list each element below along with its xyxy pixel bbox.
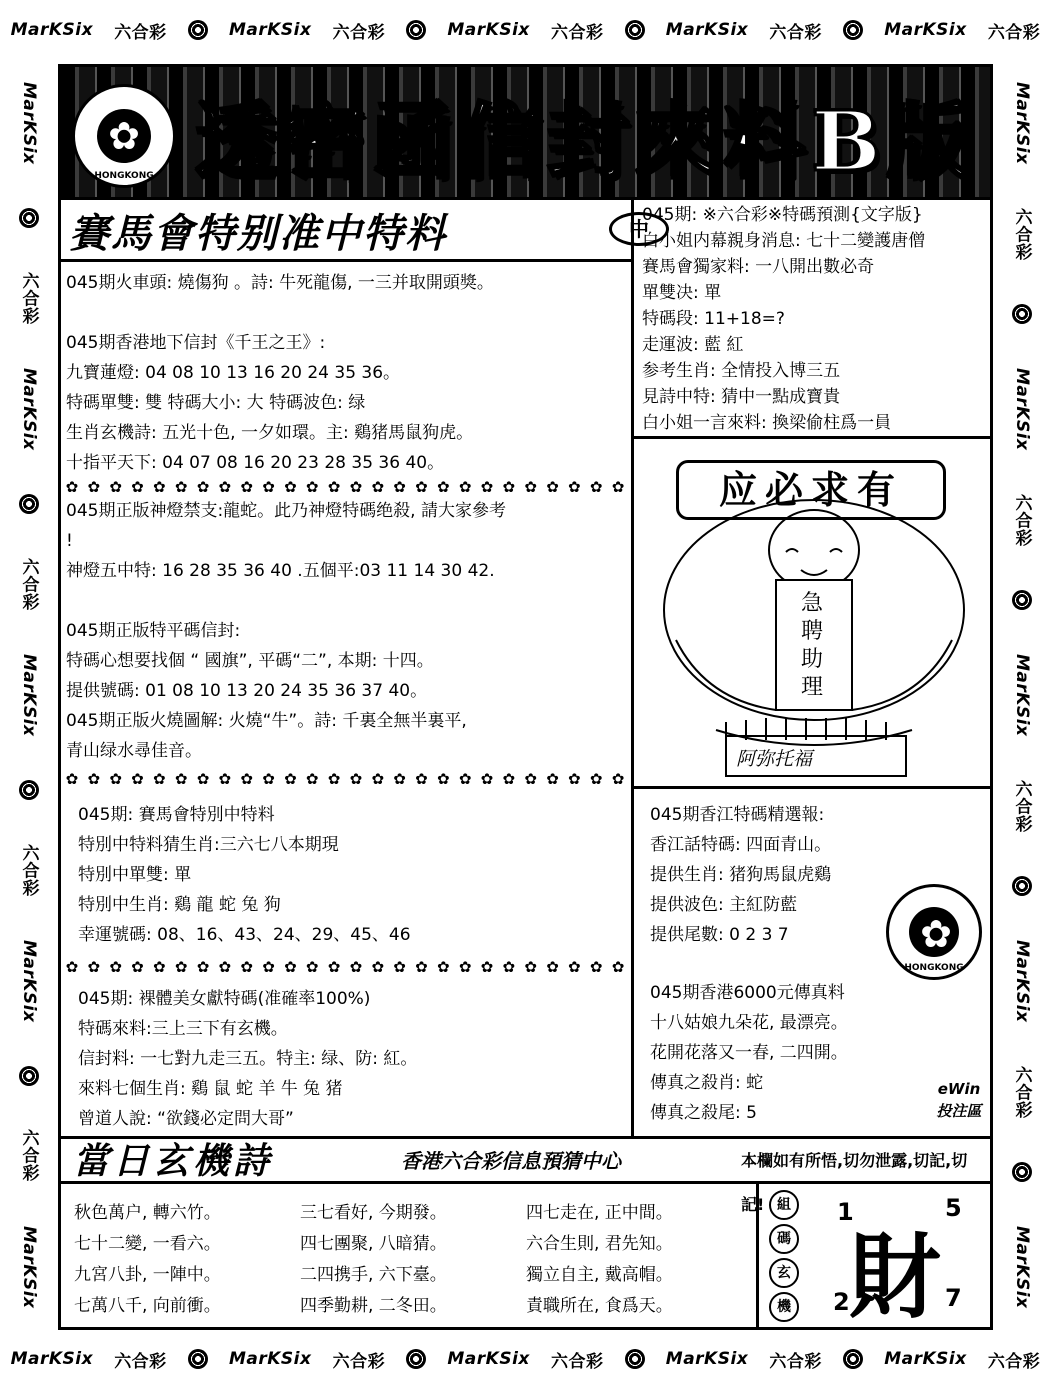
brand-text: MarKSix [1012,1225,1032,1309]
right-rule-1 [633,436,990,439]
text-line: 幸運號碼: 08、16、43、24、29、45、46 [78,925,411,945]
flower-icon [843,1349,863,1369]
flower-icon [406,20,426,40]
brand-cn: 六合彩 [987,22,1041,43]
right-bottom-text [650,978,848,1128]
brand-cn: 六合彩 [769,22,822,43]
brand-text: MarKSix [10,1349,94,1369]
page-title: 透密函信封來料B版 [195,93,975,190]
flower-icon [188,1349,208,1369]
cai-character: 財 [849,1223,942,1331]
left-bottom2-text [78,984,417,1134]
poem-row [74,1260,754,1291]
sign-char: 理 [800,675,823,700]
brand-cn: 六合彩 [551,1351,604,1372]
left-bottom1-text [78,800,411,950]
text-line: 見詩中特: 猜中一點成寶貴 [642,387,841,407]
brand-cn: 六合彩 [1011,779,1032,833]
ewin-logo: eWin 投注區 [936,1080,982,1120]
bauhinia-icon [909,907,959,957]
side-number: 2 [833,1288,850,1316]
poem-row [74,1229,754,1260]
text-line: 十指平天下: 04 07 08 16 20 23 28 35 36 40。 [66,453,445,473]
text-line: 特碼心想要找個 “ 國旗”, 平碼“二”, 本期: 十四。 [66,651,434,671]
brand-text: MarKSix [19,653,39,737]
poem-title: 當日玄機詩 [73,1140,274,1182]
text-line: 曾道人說: “欲錢必定問大哥” [78,1109,294,1129]
flower-divider: ✿ ✿ ✿ ✿ ✿ ✿ ✿ ✿ ✿ ✿ ✿ ✿ ✿ ✿ ✿ ✿ ✿ ✿ ✿ ✿ ✿ ✿ ✿ ✿ ✿ ✿ [65,478,625,496]
poem-cell: 秋色萬户, 轉六竹。 [74,1203,221,1223]
cartoon-banner: 应必求有 [676,460,946,520]
brand-text: MarKSix [1012,367,1032,451]
brand-cn: 六合彩 [987,1351,1041,1372]
text-line: 單雙决: 單 [642,283,722,303]
text-line: 提供號碼: 01 08 10 13 20 24 35 36 37 40。 [66,681,428,701]
flower-icon [625,1349,645,1369]
brand-text: MarKSix [19,1225,39,1309]
brand-cn: 六合彩 [769,1351,822,1372]
buddha-cartoon [636,440,990,790]
flower-icon [1012,304,1032,324]
sign-char: 助 [800,647,823,672]
poem-row [74,1198,754,1229]
text-line: 特碼來料:三上三下有玄機。 [78,1019,288,1039]
brand-text: MarKSix [447,20,530,40]
brand-text: MarKSix [884,20,967,40]
section-heading-band [61,198,649,262]
brand-cn: 六合彩 [551,22,604,43]
text-line: 045期正版火燒圖解: 火燒“牛”。詩: 千裏全無半裏平, [66,711,467,731]
brand-cn: 六合彩 [18,843,39,897]
side-number: 1 [837,1198,854,1226]
poem-cell: 二四携手, 六下臺。 [300,1265,447,1285]
text-line: 特別中單雙: 單 [78,865,192,885]
border-bottom [0,1330,1051,1388]
brand-text: MarKSix [884,1349,967,1369]
brand-cn: 六合彩 [114,22,167,43]
text-line: 045期正版特平碼信封: [66,621,241,641]
text-line: 045期香港6000元傳真料 [650,983,845,1003]
flower-icon [1012,876,1032,896]
border-top [0,0,1051,60]
poem-cell: 九宮八卦, 一陣中。 [74,1265,221,1285]
side-number: 7 [945,1284,962,1312]
text-line: 045期香江特碼精選報: [650,805,825,825]
right-top-text [642,202,925,436]
text-line: 提供生肖: 猪狗馬鼠虎鷄 [650,865,832,885]
brand-text: MarKSix [19,81,39,165]
flower-icon [406,1349,426,1369]
brand-text: MarKSix [1012,81,1032,165]
column-divider [631,198,634,1136]
text-line: 参考生肖: 全情投入博三五 [642,361,841,381]
text-line: 提供波色: 主紅防藍 [650,895,798,915]
brand-text: MarKSix [665,20,749,40]
poem-cell: 四七團聚, 八暗猜。 [300,1234,447,1254]
bauhinia-icon [97,109,151,163]
text-line: 神燈五中特: 16 28 35 36 40 .五個平:03 11 14 30 42. [66,561,495,581]
text-line: 045期: 裸體美女獻特碼(准確率100%) [78,989,371,1009]
side-number: 5 [945,1194,962,1222]
text-line: 045期香港地下信封《千王之王》: [66,333,326,353]
poem-cell: 三七看好, 今期發。 [300,1203,447,1223]
border-left [0,60,58,1330]
text-line: 來料七個生肖: 鷄 鼠 蛇 羊 牛 兔 猪 [78,1079,343,1099]
text-line: 走運波: 藍 紅 [642,335,744,355]
brand-text: MarKSix [1012,939,1032,1023]
brand-text: MarKSix [665,1349,749,1369]
side-label: 碼 [769,1224,799,1254]
side-label: 玄 [769,1258,799,1288]
section-heading: 賽馬會特别准中特料 [69,210,447,257]
side-label: 組 [769,1190,799,1220]
border-right [993,60,1051,1330]
text-line: 045期正版神燈禁支:龍蛇。此乃神燈特碼绝殺, 請大家參考 [66,501,506,521]
brand-text: MarKSix [19,367,39,451]
text-line: 045期火車頭: 燒傷狗 。詩: 牛死龍傷, 一三并取開頭獎。 [66,273,494,293]
flower-icon [188,20,208,40]
brand-text: MarKSix [19,939,39,1023]
hk-emblem-logo-small [886,884,982,980]
base-text: 阿弥托福 [736,748,813,770]
left-mid-text [66,496,506,766]
text-line: 青山绿水尋佳音。 [66,741,202,761]
brand-cn: 六合彩 [18,1129,39,1182]
side-box [756,1184,990,1330]
text-line: ! [66,531,73,551]
text-line: 特別中生肖: 鷄 龍 蛇 兔 狗 [78,895,281,915]
text-line: 045期: ※六合彩※特碼預測{文字版} [642,205,923,225]
brand-cn: 六合彩 [114,1351,167,1372]
text-line: 特碼單雙: 雙 特碼大小: 大 特碼波色: 绿 [66,393,366,413]
text-line: 賽馬會獨家料: 一八開出數必奇 [642,257,875,277]
poem-note: 本欄如有所悟,切勿泄露,切記,切記! [741,1151,968,1214]
flower-icon [625,20,645,40]
right-mid-text [650,800,831,950]
emblem-text: HONGKONG [904,963,964,973]
text-line: 傳真之殺肖: 蛇 [650,1073,764,1093]
text-line: 特碼段: 11+18=? [642,309,785,329]
poem-cell: 獨立自主, 戴高帽。 [526,1265,673,1285]
flower-icon [19,780,39,800]
flower-icon [19,1066,39,1086]
brand-text: MarKSix [228,20,312,40]
brand-cn: 六合彩 [18,271,39,325]
poem-center: 香港六合彩信息預猜中心 [401,1149,621,1173]
flower-divider: ✿ ✿ ✿ ✿ ✿ ✿ ✿ ✿ ✿ ✿ ✿ ✿ ✿ ✿ ✿ ✿ ✿ ✿ ✿ ✿ ✿ ✿ ✿ ✿ ✿ ✿ [65,770,625,788]
flower-divider: ✿ ✿ ✿ ✿ ✿ ✿ ✿ ✿ ✿ ✿ ✿ ✿ ✿ ✿ ✿ ✿ ✿ ✿ ✿ ✿ ✿ ✿ ✿ ✿ ✿ ✿ [65,958,625,976]
brand-cn: 六合彩 [1011,207,1032,261]
poem-cell: 責職所在, 食爲天。 [526,1296,673,1316]
text-line: 傳真之殺尾: 5 [650,1103,757,1123]
flower-icon [19,494,39,514]
side-label: 機 [769,1292,799,1322]
text-line: 特別中特料猜生肖:三六七八本期現 [78,835,339,855]
poem-cell: 七十二變, 一看六。 [74,1234,221,1254]
text-line: 生肖玄機詩: 五光十色, 一夕如環。主: 鷄猪馬鼠狗虎。 [66,423,474,443]
text-line: 九寶蓮燈: 04 08 10 13 16 20 24 35 36。 [66,363,401,383]
sign-text [784,590,840,702]
brand-text: MarKSix [228,1349,312,1369]
text-line [66,586,506,616]
jockey-logo-icon: 中 [609,212,669,246]
flower-icon [1012,590,1032,610]
flower-icon [19,208,39,228]
poem-cell: 六合生則, 君先知。 [526,1234,673,1254]
brand-text: MarKSix [10,20,94,40]
text-line: 十八姑娘九朵花, 最漂亮。 [650,1013,848,1033]
text-line: 白小姐一言來料: 換梁偷柱爲一員 [642,413,892,433]
text-line: 信封料: 一七對九走三五。特主: 绿、防: 紅。 [78,1049,418,1069]
brand-text: MarKSix [447,1349,530,1369]
hk-emblem-logo [72,84,176,188]
poem-row [74,1291,754,1322]
brand-cn: 六合彩 [1011,1065,1032,1119]
text-line: 香江話特碼: 四面青山。 [650,835,832,855]
brand-cn: 六合彩 [18,557,39,611]
flower-icon [1012,1162,1032,1182]
poem-cell: 四七走在, 正中間。 [526,1203,673,1223]
text-line [66,298,494,328]
text-line: 045期: 賽馬會特別中特料 [78,805,275,825]
poem-cell: 七萬八千, 向前衝。 [74,1296,221,1316]
brand-cn: 六合彩 [1011,493,1032,547]
poem-grid [74,1198,754,1322]
emblem-text: HONGKONG [94,171,154,181]
brand-text: MarKSix [1012,653,1032,737]
brand-cn: 六合彩 [332,1351,386,1372]
left-top-text [66,268,494,478]
brand-cn: 六合彩 [332,22,386,43]
flower-icon [843,20,863,40]
text-line: 白小姐内幕親身消息: 七十二變護唐僧 [642,231,926,251]
text-line: 提供尾數: 0 2 3 7 [650,925,789,945]
sign-char: 聘 [800,619,823,644]
poem-cell: 四季勤耕, 二冬田。 [300,1296,447,1316]
text-line: 花開花落又一春, 二四開。 [650,1043,848,1063]
sign-char: 急 [800,591,823,616]
